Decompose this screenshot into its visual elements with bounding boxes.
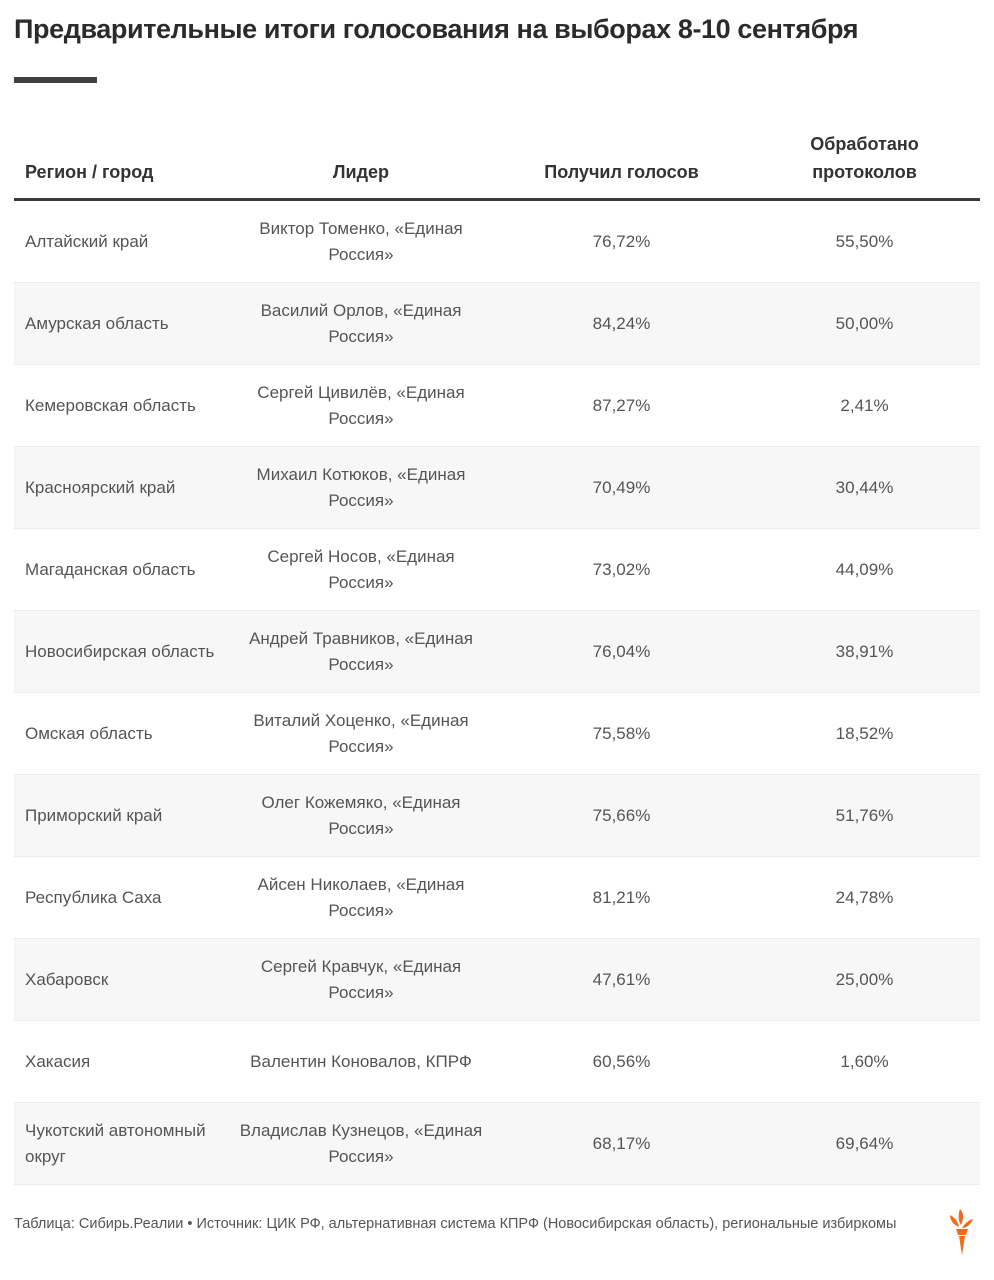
table-row [14, 1103, 980, 1185]
table-row [14, 1021, 980, 1103]
cell-protocols: 24,78% [749, 857, 980, 939]
cell-leader: Валентин Коновалов, КПРФ [228, 1021, 494, 1103]
cell-leader: Виктор Томенко, «Единая Россия» [228, 200, 494, 283]
cell-region: Амурская область [14, 283, 228, 365]
cell-votes: 60,56% [494, 1021, 749, 1103]
cell-region: Республика Саха [14, 857, 228, 939]
cell-region: Магаданская область [14, 529, 228, 611]
table-row [14, 939, 980, 1021]
cell-leader: Сергей Цивилёв, «Единая Россия» [228, 365, 494, 447]
cell-region: Омская область [14, 693, 228, 775]
cell-protocols: 38,91% [749, 611, 980, 693]
cell-votes: 70,49% [494, 447, 749, 529]
cell-votes: 75,66% [494, 775, 749, 857]
source-footnote: Таблица: Сибирь.Реалии • Источник: ЦИК РФ, альтернативная система КПРФ (Новосибирская область), региональные избиркомы [14, 1216, 897, 1232]
cell-protocols: 25,00% [749, 939, 980, 1021]
cell-region: Приморский край [14, 775, 228, 857]
cell-region: Хабаровск [14, 939, 228, 1021]
table-row [14, 447, 980, 529]
cell-region: Кемеровская область [14, 365, 228, 447]
cell-protocols: 69,64% [749, 1103, 980, 1185]
title-underline-bar [14, 77, 97, 83]
table-row [14, 283, 980, 365]
header-region: Регион / город [14, 120, 228, 200]
cell-leader: Олег Кожемяко, «Единая Россия» [228, 775, 494, 857]
cell-leader: Андрей Травников, «Единая Россия» [228, 611, 494, 693]
cell-protocols: 18,52% [749, 693, 980, 775]
cell-votes: 47,61% [494, 939, 749, 1021]
header-votes: Получил голосов [494, 120, 749, 200]
cell-region: Хакасия [14, 1021, 228, 1103]
cell-protocols: 2,41% [749, 365, 980, 447]
cell-region: Новосибирская область [14, 611, 228, 693]
table-row [14, 611, 980, 693]
cell-votes: 84,24% [494, 283, 749, 365]
header-protocols: Обработано протоколов [749, 120, 980, 200]
table-header-row [14, 120, 980, 200]
cell-leader: Михаил Котюков, «Единая Россия» [228, 447, 494, 529]
cell-leader: Виталий Хоценко, «Единая Россия» [228, 693, 494, 775]
cell-protocols: 55,50% [749, 200, 980, 283]
table-row [14, 693, 980, 775]
cell-votes: 68,17% [494, 1103, 749, 1185]
cell-votes: 87,27% [494, 365, 749, 447]
table-row [14, 200, 980, 283]
cell-votes: 76,04% [494, 611, 749, 693]
cell-votes: 75,58% [494, 693, 749, 775]
table-row [14, 365, 980, 447]
results-table [14, 120, 980, 1185]
cell-region: Красноярский край [14, 447, 228, 529]
torch-logo-icon [940, 1203, 980, 1263]
cell-region: Чукотский автономный округ [14, 1103, 228, 1185]
cell-votes: 73,02% [494, 529, 749, 611]
table-row [14, 529, 980, 611]
page-title: Предварительные итоги голосования на выборах 8-10 сентября [14, 14, 859, 44]
cell-protocols: 44,09% [749, 529, 980, 611]
cell-region: Алтайский край [14, 200, 228, 283]
cell-protocols: 50,00% [749, 283, 980, 365]
header-leader: Лидер [228, 120, 494, 200]
cell-leader: Айсен Николаев, «Единая Россия» [228, 857, 494, 939]
table-row [14, 775, 980, 857]
cell-votes: 81,21% [494, 857, 749, 939]
cell-leader: Владислав Кузнецов, «Единая Россия» [228, 1103, 494, 1185]
cell-leader: Сергей Кравчук, «Единая Россия» [228, 939, 494, 1021]
cell-protocols: 1,60% [749, 1021, 980, 1103]
table-row [14, 857, 980, 939]
cell-votes: 76,72% [494, 200, 749, 283]
cell-protocols: 30,44% [749, 447, 980, 529]
cell-leader: Василий Орлов, «Единая Россия» [228, 283, 494, 365]
cell-protocols: 51,76% [749, 775, 980, 857]
cell-leader: Сергей Носов, «Единая Россия» [228, 529, 494, 611]
